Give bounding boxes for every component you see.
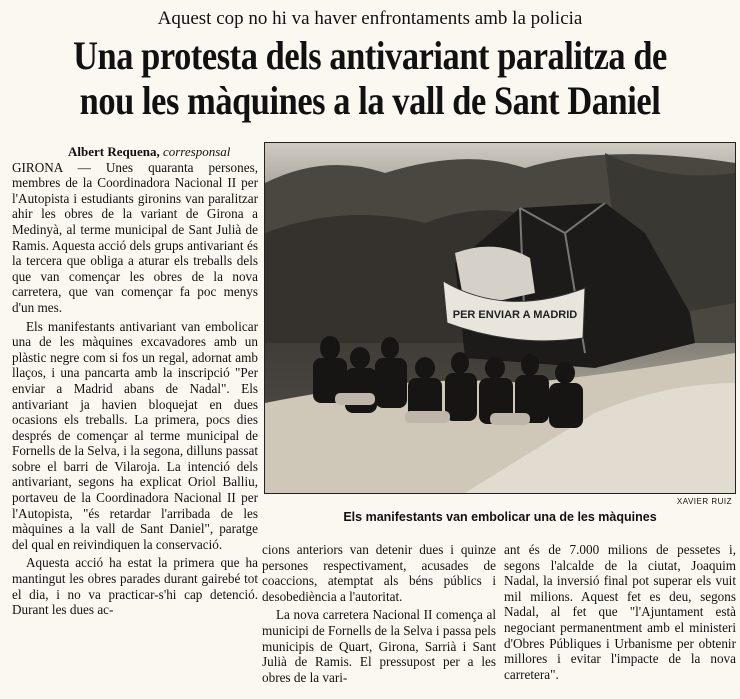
byline-role: corresponsal	[162, 144, 231, 159]
kicker: Aquest cop no hi va haver enfrontaments amb la policia	[157, 8, 583, 29]
byline-author: Albert Requena,	[68, 144, 160, 159]
article-column-2	[262, 542, 496, 685]
photo-caption: Els manifestants van embolicar una de les màquines	[343, 510, 657, 524]
headline-line-1: Una protesta dels antivariant paralitza de	[73, 33, 667, 78]
article-column-1	[12, 144, 258, 618]
article-column-3	[504, 542, 736, 682]
paragraph: Els manifestants antivariant van embolicar una de les màquines excavadores amb un plàstic negre com si fos un regal, adornat amb llaços, i una pancarta amb la inscripció "Per enviar a Madrid abans de Nadal". Els antivariant ja havien bloquejat en dues ocasions els treballs. La primera, pocs dies després de començar al terme municipal de Fornells de la Selva, i la segona, dilluns passat sobre el barri de Vilaroja. La intenció dels antivariant, segons ha explicat Oriol Balliu, portaveu de la Coordinadora Nacional II per l'Autopista, "és retardar l'arribada de les màquines a la vall de Sant Daniel", paratge del qual en reivindiquen la conservació.	[12, 318, 258, 552]
paragraph: ant és de 7.000 milions de pessetes i, segons l'alcalde de la ciutat, Joaquim Nadal, la inversió final pot superar els vuit mil milions. Aquest fet es deu, segons Nadal, al fet que "l'Ajuntament està negociant permanentment amb el ministeri d'Obres Públiques i Urbanisme per obtenir millores i evitar l'impacte de la nova carretera".	[504, 542, 736, 682]
news-photo	[264, 142, 736, 494]
paragraph: GIRONA — Unes quaranta persones, membres de la Coordinadora Nacional II per l'Autopista i estudiants gironins van paralitzar ahir les obres de la variant de Girona a Medinyà, al terme municipal de Sant Julià de Ramis. Aquesta acció dels grups antivariant és la tercera que obliga a aturar els treballs dels que van començar les obres de la nova carretera, que van començar fa poc menys d'un mes.	[12, 159, 258, 315]
paragraph: Aquesta acció ha estat la primera que ha mantingut les obres parades durant gairebé tot el dia, i no va practicar-s'hi cap detenció. Durant les dues ac-	[12, 555, 258, 618]
photo-credit: XAVIER RUIZ	[676, 497, 732, 506]
headline	[52, 33, 688, 123]
paragraph: cions anteriors van detenir dues i quinze persones respectivament, acusades de coaccions, atemptat als béns públics i desobediència a l'autoritat.	[262, 542, 496, 604]
byline	[12, 144, 258, 160]
banner-text: PER ENVIAR A MADRID	[452, 309, 578, 321]
paragraph: La nova carretera Nacional II comença al municipi de Fornells de la Selva i passa pels municipis de Quart, Girona, Sarrià i Sant Julià de Ramis. El pressupost per a les obres de la vari-	[262, 607, 496, 685]
headline-line-2: nou les màquines a la vall de Sant Daniel	[79, 78, 661, 123]
